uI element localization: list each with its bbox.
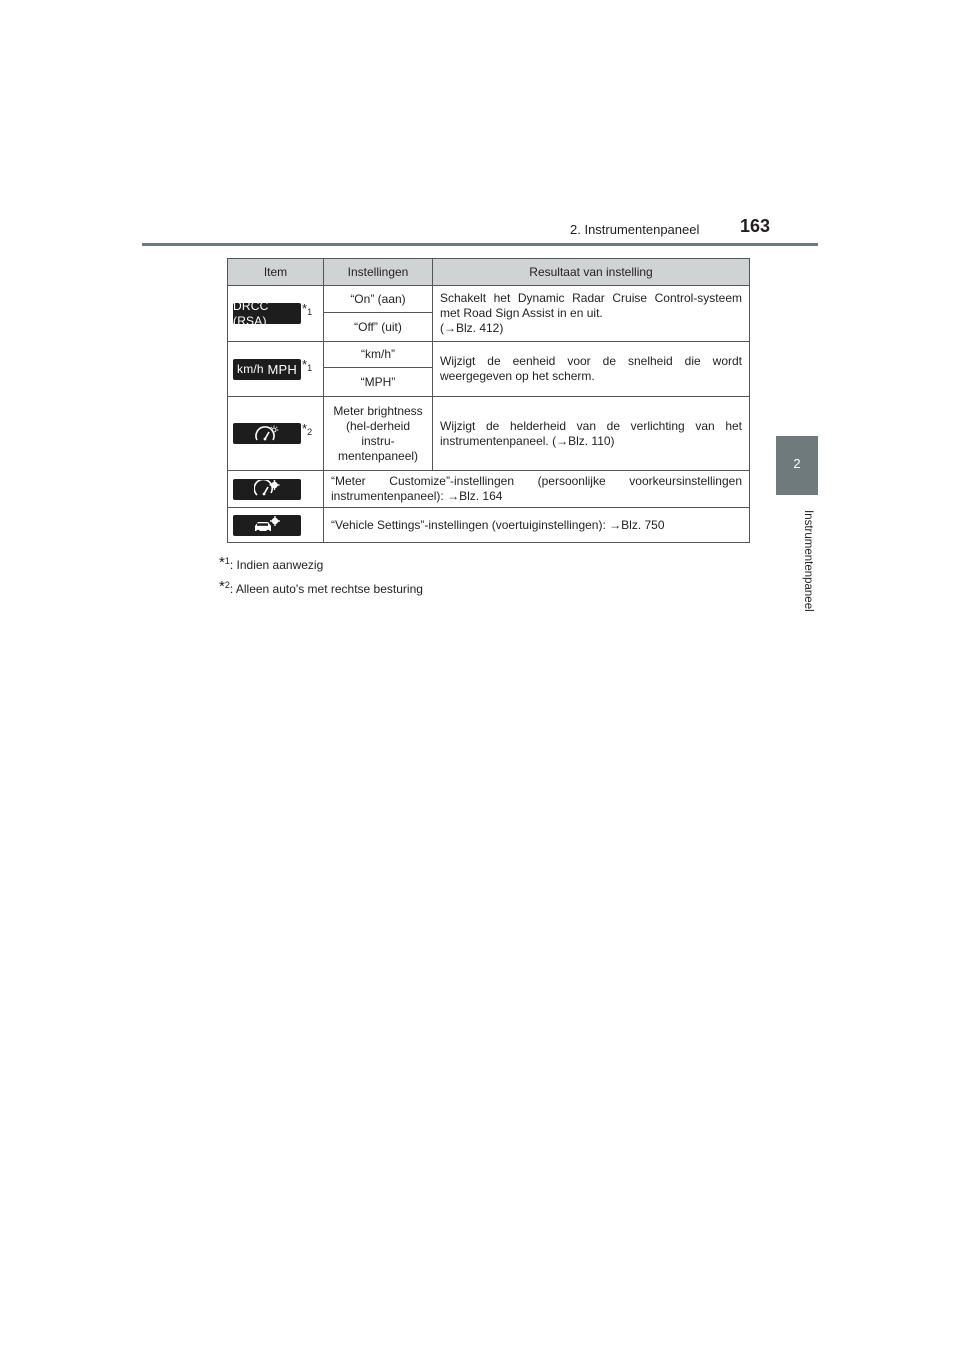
page-number: 163 (740, 216, 771, 236)
chapter-label: Instrumentenpaneel (802, 510, 814, 612)
chapter-tab: 2 (776, 436, 818, 495)
result-vehicle-settings: “Vehicle Settings”-instellingen (voertuiginstellingen): →Blz. 750 (324, 508, 750, 543)
col-header-item: Item (228, 259, 324, 286)
unit-icon-kmh: km/h (237, 361, 264, 376)
table-row (228, 342, 750, 368)
footnote-marker: $*_2$ (302, 421, 313, 437)
drcc-rsa-icon (233, 298, 301, 328)
settings-table (227, 258, 750, 543)
setting-off: “Off” (uit) (324, 313, 433, 342)
setting-brightness: Meter brightness (hel-derheid instru-mentenpaneel) (324, 397, 433, 471)
footnote-marker: $*_1$ (302, 356, 313, 373)
item-cell-brightness (228, 397, 324, 471)
table-row (228, 508, 750, 543)
footnote-marker: $*_1$ (302, 301, 313, 317)
setting-kmh: “km/h” (324, 342, 433, 368)
gauge-gear-icon (233, 479, 301, 500)
footnote-2: *$^2$: Alleen auto's met rechtse besturing (219, 578, 423, 596)
result-drcc: Schakelt het Dynamic Radar Cruise Control-systeem met Road Sign Assist in en uit. (→Blz. 412) (433, 286, 750, 342)
drcc-icon-text: DRCC (RSA) (233, 298, 269, 328)
item-cell-vehicle-settings (228, 508, 324, 543)
header-divider (142, 243, 818, 246)
speed-unit-icon (233, 359, 301, 380)
item-cell-drcc (228, 286, 324, 342)
result-meter-customize: “Meter Customize”-instellingen (persoonlijke voorkeursinstellingen instrumentenpaneel): →Blz. 164 (324, 471, 750, 508)
table-header-row (228, 259, 750, 286)
car-gear-icon (233, 515, 301, 536)
footnote-1: *$^1$: Indien aanwezig (219, 554, 324, 572)
table-row (228, 397, 750, 471)
col-header-result: Resultaat van instelling (433, 259, 750, 286)
result-unit: Wijzigt de eenheid voor de snelheid die wordt weergegeven op het scherm. (433, 342, 750, 397)
result-brightness: Wijzigt de helderheid van de verlichting van het instrumentenpaneel. (→Blz. 110) (433, 397, 750, 471)
unit-icon-mph: MPH (267, 361, 297, 377)
table-row (228, 471, 750, 508)
item-cell-unit (228, 342, 324, 397)
gauge-brightness-icon (233, 423, 301, 444)
item-cell-meter-customize (228, 471, 324, 508)
setting-on: “On” (aan) (324, 286, 433, 313)
table-row (228, 286, 750, 313)
col-header-setting: Instellingen (324, 259, 433, 286)
setting-mph: “MPH” (324, 368, 433, 397)
section-title: 2. Instrumentenpaneel (570, 222, 700, 237)
